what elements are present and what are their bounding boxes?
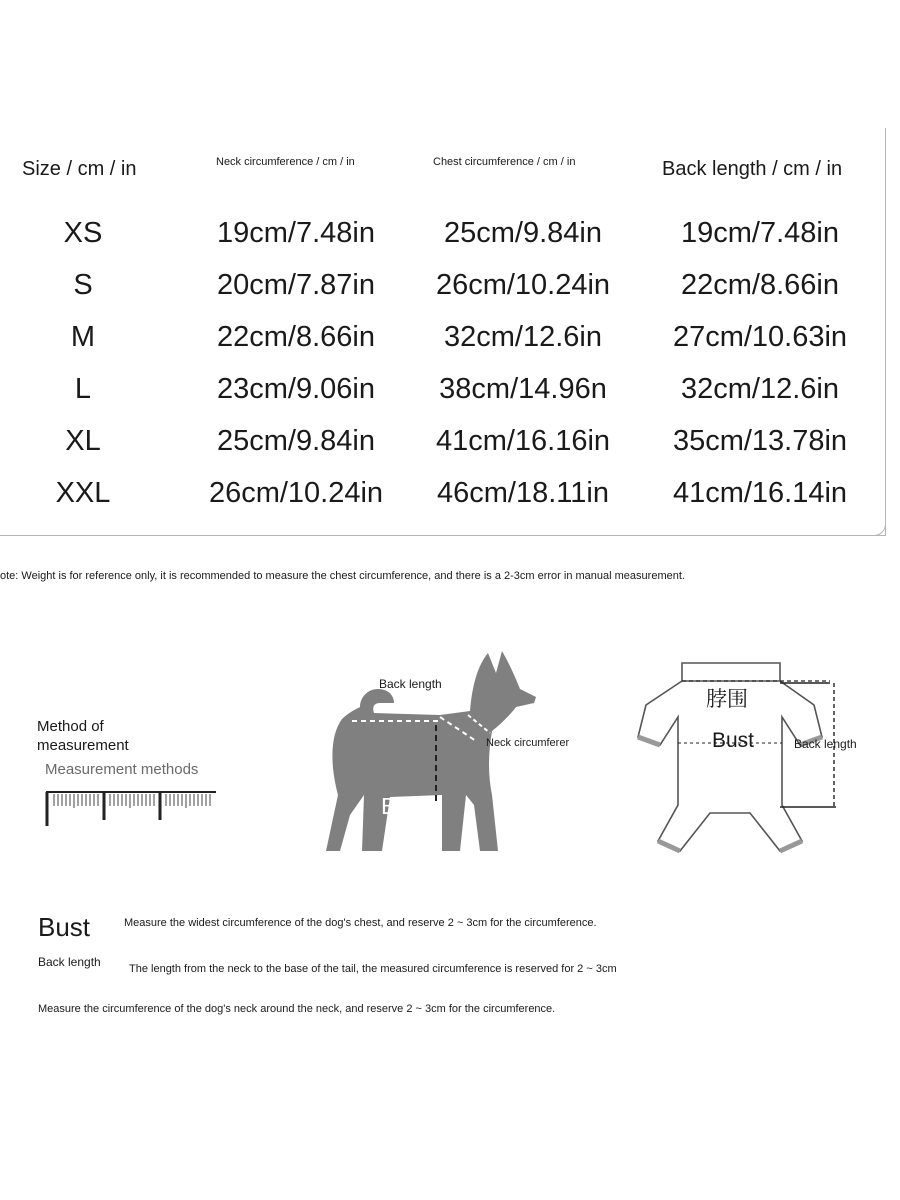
cell-chest: 26cm/10.24in xyxy=(435,269,611,301)
cell-size: XS xyxy=(63,217,103,249)
cell-chest: 32cm/12.6in xyxy=(444,321,602,353)
cell-size: M xyxy=(70,321,96,353)
ruler-icon xyxy=(44,790,219,830)
cell-size: S xyxy=(73,269,93,301)
shirt-neck-chinese-label: 脖围 xyxy=(706,688,748,711)
method-subtitle: Measurement methods xyxy=(45,761,199,778)
cell-neck: 23cm/9.06in xyxy=(217,373,375,405)
cell-size: XL xyxy=(65,425,101,457)
table-row xyxy=(0,477,900,529)
shirt-bust-label: Bust xyxy=(712,729,755,752)
header-size: Size / cm / in xyxy=(22,158,137,180)
back-length-definition: The length from the neck to the base of the tail, the measured circumference is reserved for 2 ~ 3cm xyxy=(129,963,617,975)
cell-chest: 25cm/9.84in xyxy=(444,217,602,249)
bust-term: Bust xyxy=(38,912,91,942)
table-row xyxy=(0,269,900,321)
header-chest: Chest circumference / cm / in xyxy=(433,156,576,168)
dog-neck-label: Neck circumferer xyxy=(486,737,570,749)
table-row xyxy=(0,217,900,269)
cell-neck: 19cm/7.48in xyxy=(217,217,375,249)
dog-back-length-label: Back length xyxy=(379,677,442,691)
cell-back: 27cm/10.63in xyxy=(672,321,848,353)
shirt-back-length-label: Back length xyxy=(794,737,857,751)
table-row xyxy=(0,425,900,477)
bust-definition: Measure the widest circumference of the dog's chest, and reserve 2 ~ 3cm for the circumference. xyxy=(124,917,597,929)
method-title: Method of measurement xyxy=(37,718,129,754)
cell-neck: 26cm/10.24in xyxy=(208,477,384,509)
cell-chest: 41cm/16.16in xyxy=(435,425,611,457)
table-row xyxy=(0,373,900,425)
header-back: Back length / cm / in xyxy=(662,158,843,180)
cell-chest: 38cm/14.96n xyxy=(439,373,607,405)
cell-back: 32cm/12.6in xyxy=(681,373,839,405)
cell-back: 22cm/8.66in xyxy=(681,269,839,301)
cell-back: 19cm/7.48in xyxy=(681,217,839,249)
cell-neck: 25cm/9.84in xyxy=(217,425,375,457)
cell-back: 41cm/16.14in xyxy=(672,477,848,509)
cell-neck: 20cm/7.87in xyxy=(217,269,375,301)
cell-neck: 22cm/8.66in xyxy=(217,321,375,353)
cell-size: XXL xyxy=(55,477,111,509)
cell-size: L xyxy=(74,373,92,405)
header-neck: Neck circumference / cm / in xyxy=(216,156,355,168)
back-length-term: Back length xyxy=(38,955,101,969)
table-row xyxy=(0,321,900,373)
dog-bust-label: Bust xyxy=(381,793,428,819)
neck-definition: Measure the circumference of the dog's neck around the neck, and reserve 2 ~ 3cm for the circumference. xyxy=(38,1003,556,1015)
cell-chest: 46cm/18.11in xyxy=(437,477,609,509)
note-text: ote: Weight is for reference only, it is recommended to measure the chest circumference, and there is a 2-3cm error in manual measurement. xyxy=(0,570,685,582)
cell-back: 35cm/13.78in xyxy=(672,425,848,457)
